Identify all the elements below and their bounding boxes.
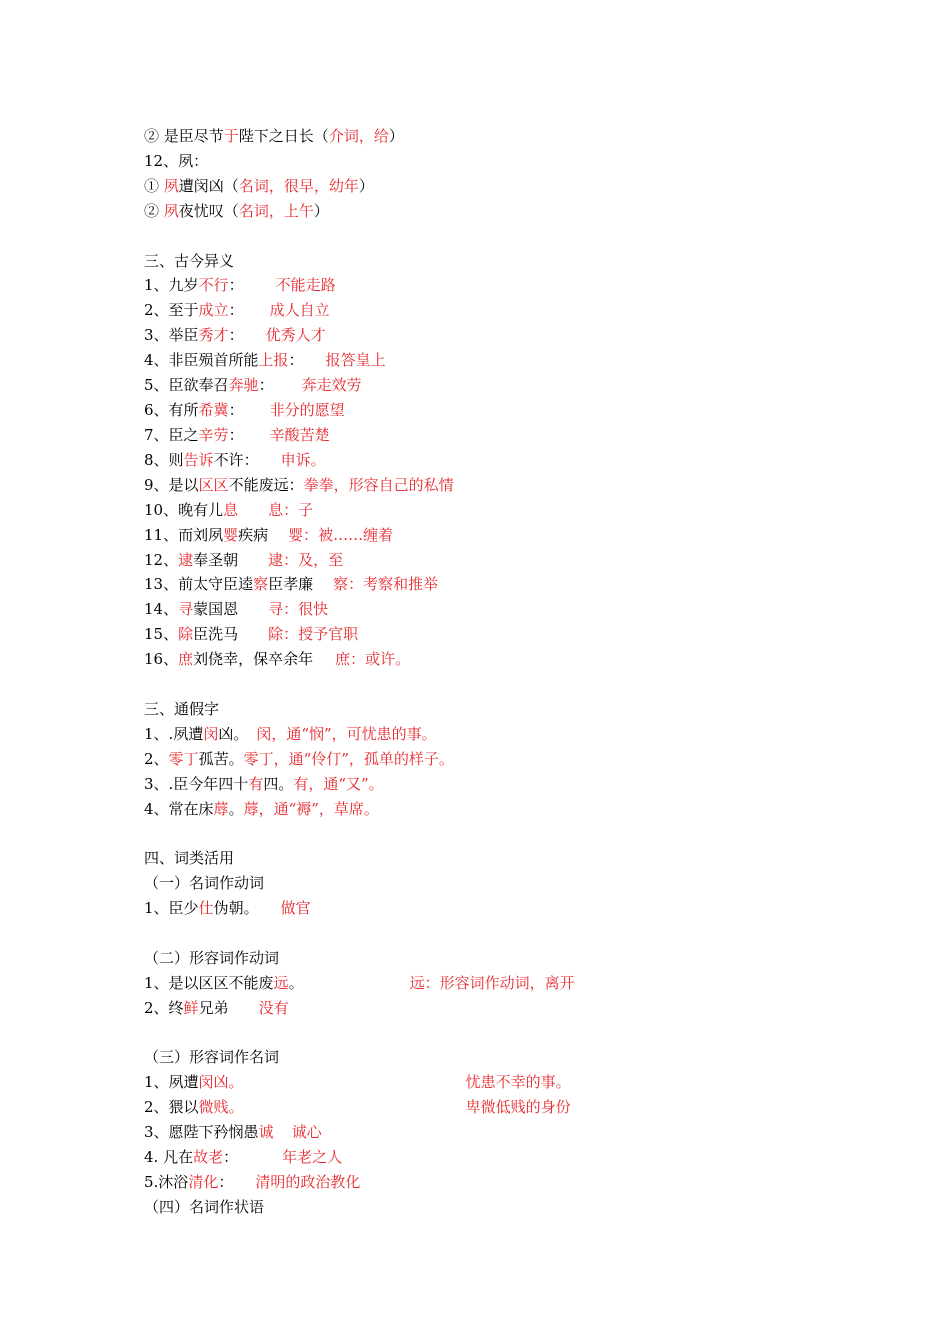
text-line [144, 996, 289, 1021]
highlighted-text: 闵，通“悯”，可忧患的事。 [256, 725, 437, 743]
highlighted-text: 寻 [178, 600, 194, 618]
text-line [144, 199, 329, 224]
highlighted-text: 婴：被……缠着 [288, 526, 394, 544]
text-segment: 陛下之日长（ [238, 127, 329, 145]
text-line [144, 1095, 571, 1120]
text-line [144, 523, 393, 548]
highlighted-text: 名词，很早，幼年 [238, 177, 359, 195]
text-line [144, 249, 234, 274]
highlighted-text: 希冀 [198, 401, 229, 419]
highlighted-text: 年老之人 [282, 1148, 343, 1166]
highlighted-text: 报答皇上 [325, 351, 386, 369]
text-segment: ： [218, 1173, 234, 1191]
text-segment: 蒙国恩 [193, 600, 239, 618]
text-line [144, 572, 438, 597]
text-segment: 4、非臣殒首所能 [144, 351, 259, 369]
text-segment: 1、.夙遭 [144, 725, 204, 743]
highlighted-text: 诚心 [291, 1123, 322, 1141]
text-segment: ） [388, 127, 404, 145]
highlighted-text: 有 [248, 775, 264, 793]
highlighted-text: 微贱。 [198, 1098, 244, 1116]
highlighted-text: 有，通“又”。 [293, 775, 384, 793]
highlighted-text: 息：子 [268, 501, 314, 519]
text-segment: 四、词类活用 [144, 849, 235, 867]
text-segment: 2、至于 [144, 301, 199, 319]
text-segment: 5.沐浴 [144, 1173, 189, 1191]
text-segment: ： [258, 376, 274, 394]
text-segment: 臣孝廉 [268, 575, 314, 593]
text-segment: 6、有所 [144, 401, 199, 419]
text-line [144, 971, 575, 996]
text-line [144, 1170, 360, 1195]
text-segment: 三、通假字 [144, 700, 220, 718]
highlighted-text: 远：形容词作动词，离开 [409, 974, 575, 992]
highlighted-text: 鲜 [183, 999, 199, 1017]
text-line [144, 1070, 571, 1095]
text-line [144, 1195, 264, 1220]
highlighted-text: 夙 [163, 202, 179, 220]
text-line [144, 348, 386, 373]
text-segment: 14、 [144, 600, 179, 618]
text-segment: 臣洗马 [193, 625, 239, 643]
text-line [144, 946, 279, 971]
highlighted-text: 仕 [198, 899, 214, 917]
highlighted-text: 奔驰 [228, 376, 259, 394]
text-segment: ： [288, 351, 304, 369]
text-segment: （一）名词作动词 [144, 874, 265, 892]
highlighted-text: 介词，给 [328, 127, 389, 145]
text-segment: 2、猥以 [144, 1098, 199, 1116]
text-segment: （二）形容词作动词 [144, 949, 280, 967]
highlighted-text: 寻：很快 [268, 600, 329, 618]
highlighted-text: 清明的政治教化 [255, 1173, 361, 1191]
text-line [144, 548, 343, 573]
text-segment: 13、前太守臣逵 [144, 575, 254, 593]
text-line [144, 298, 330, 323]
highlighted-text: 逮 [178, 551, 194, 569]
text-line [144, 273, 336, 298]
highlighted-text: 成立 [198, 301, 229, 319]
highlighted-text: 零丁，通“伶仃”，孤单的样子。 [243, 750, 454, 768]
text-segment: 奉圣朝 [193, 551, 239, 569]
text-segment: 不许： [213, 451, 259, 469]
highlighted-text: 婴 [223, 526, 239, 544]
text-segment: ） [313, 202, 329, 220]
text-line [144, 896, 311, 921]
highlighted-text: 秀才 [198, 326, 229, 344]
text-line [144, 722, 437, 747]
text-segment: 凶。 [218, 725, 249, 743]
text-segment: ① [144, 177, 164, 195]
text-line [144, 174, 374, 199]
text-line [144, 373, 362, 398]
text-line [144, 597, 328, 622]
highlighted-text: 故老 [193, 1148, 224, 1166]
text-segment: 2、终 [144, 999, 184, 1017]
text-segment: 遭闵凶（ [178, 177, 239, 195]
text-segment: 夜忧叹（ [178, 202, 239, 220]
text-segment: ： [223, 1148, 239, 1166]
highlighted-text: 闵凶。 [198, 1073, 244, 1091]
highlighted-text: 没有 [258, 999, 289, 1017]
text-segment: 。 [288, 974, 304, 992]
highlighted-text: 申诉。 [280, 451, 326, 469]
highlighted-text: 做官 [280, 899, 311, 917]
text-segment: 16、 [144, 650, 179, 668]
text-line [144, 423, 330, 448]
highlighted-text: 远 [273, 974, 289, 992]
highlighted-text: 闵 [203, 725, 219, 743]
highlighted-text: 察：考察和推举 [333, 575, 439, 593]
text-line [144, 1120, 322, 1145]
text-line [144, 1045, 279, 1070]
text-line [144, 323, 326, 348]
highlighted-text: 不能走路 [275, 276, 336, 294]
text-line [144, 124, 404, 149]
text-line [144, 772, 384, 797]
text-segment: 1、臣少 [144, 899, 199, 917]
highlighted-text: 名词，上午 [238, 202, 314, 220]
text-segment: 孤苦。 [198, 750, 244, 768]
text-segment: ） [358, 177, 374, 195]
text-segment: （三）形容词作名词 [144, 1048, 280, 1066]
highlighted-text: 息 [223, 501, 239, 519]
highlighted-text: 成人自立 [269, 301, 330, 319]
text-segment: 1、九岁 [144, 276, 199, 294]
highlighted-text: 辛劳 [198, 426, 229, 444]
text-segment: 兄弟 [198, 999, 229, 1017]
text-segment: 1、夙遭 [144, 1073, 199, 1091]
highlighted-text: 优秀人才 [265, 326, 326, 344]
highlighted-text: 忧患不幸的事。 [465, 1073, 571, 1091]
text-line [144, 398, 345, 423]
text-segment: 不能废远： [228, 476, 304, 494]
highlighted-text: 上报 [258, 351, 289, 369]
highlighted-text: 非分的愿望 [269, 401, 345, 419]
text-segment: 9、是以 [144, 476, 199, 494]
text-line [144, 697, 219, 722]
text-line [144, 149, 208, 174]
highlighted-text: 辛酸苦楚 [269, 426, 330, 444]
text-line [144, 747, 454, 772]
highlighted-text: 清化 [188, 1173, 219, 1191]
highlighted-text: 诚 [258, 1123, 274, 1141]
highlighted-text: 除：授予官职 [268, 625, 359, 643]
text-segment: 5、臣欲奉召 [144, 376, 229, 394]
text-segment: ② [144, 202, 164, 220]
highlighted-text: 夙 [163, 177, 179, 195]
text-segment: 刘侥幸，保卒余年 [193, 650, 314, 668]
highlighted-text: 拳拳，形容自己的私情 [303, 476, 454, 494]
text-line [144, 473, 454, 498]
text-segment: 11、而刘夙 [144, 526, 224, 544]
highlighted-text: 区区 [198, 476, 229, 494]
highlighted-text: 蓐 [213, 800, 229, 818]
text-segment: ② 是臣尽节 [144, 127, 224, 145]
text-line [144, 846, 234, 871]
text-segment: ： [228, 301, 244, 319]
text-segment: ： [228, 426, 244, 444]
text-segment: 3、愿陛下矜悯愚 [144, 1123, 259, 1141]
highlighted-text: 除 [178, 625, 194, 643]
text-line [144, 1145, 342, 1170]
text-segment: 7、臣之 [144, 426, 199, 444]
text-segment: 。 [228, 800, 244, 818]
text-segment: 3、.臣今年四十 [144, 775, 249, 793]
text-line [144, 622, 358, 647]
text-segment: 12、夙： [144, 152, 209, 170]
text-segment: 3、举臣 [144, 326, 199, 344]
text-segment: 疾病 [238, 526, 269, 544]
highlighted-text: 蓐，通“褥”，草席。 [243, 800, 379, 818]
text-segment: 四。 [263, 775, 294, 793]
highlighted-text: 庶 [178, 650, 194, 668]
text-segment: 15、 [144, 625, 179, 643]
text-segment: （四）名词作状语 [144, 1198, 265, 1216]
text-line [144, 647, 410, 672]
text-line [144, 871, 264, 896]
text-segment: 1、是以区区不能废 [144, 974, 274, 992]
highlighted-text: 零丁 [168, 750, 199, 768]
text-segment: ： [228, 276, 244, 294]
text-segment: 三、古今异义 [144, 252, 235, 270]
text-line [144, 498, 313, 523]
text-segment: 8、则 [144, 451, 184, 469]
highlighted-text: 告诉 [183, 451, 214, 469]
text-segment: 伪朝。 [213, 899, 259, 917]
highlighted-text: 卑微低贱的身份 [465, 1098, 571, 1116]
text-line [144, 797, 379, 822]
text-segment: ： [228, 326, 244, 344]
text-line [144, 448, 326, 473]
text-segment: ： [228, 401, 244, 419]
highlighted-text: 逮：及，至 [268, 551, 344, 569]
text-segment: 2、 [144, 750, 169, 768]
text-segment: 4、常在床 [144, 800, 214, 818]
highlighted-text: 于 [223, 127, 239, 145]
text-segment: 12、 [144, 551, 179, 569]
highlighted-text: 奔走效劳 [301, 376, 362, 394]
text-segment: 4. 凡在 [144, 1148, 194, 1166]
highlighted-text: 不行 [198, 276, 229, 294]
highlighted-text: 庶：或许。 [335, 650, 411, 668]
highlighted-text: 察 [253, 575, 269, 593]
text-segment: 10、晚有儿 [144, 501, 224, 519]
